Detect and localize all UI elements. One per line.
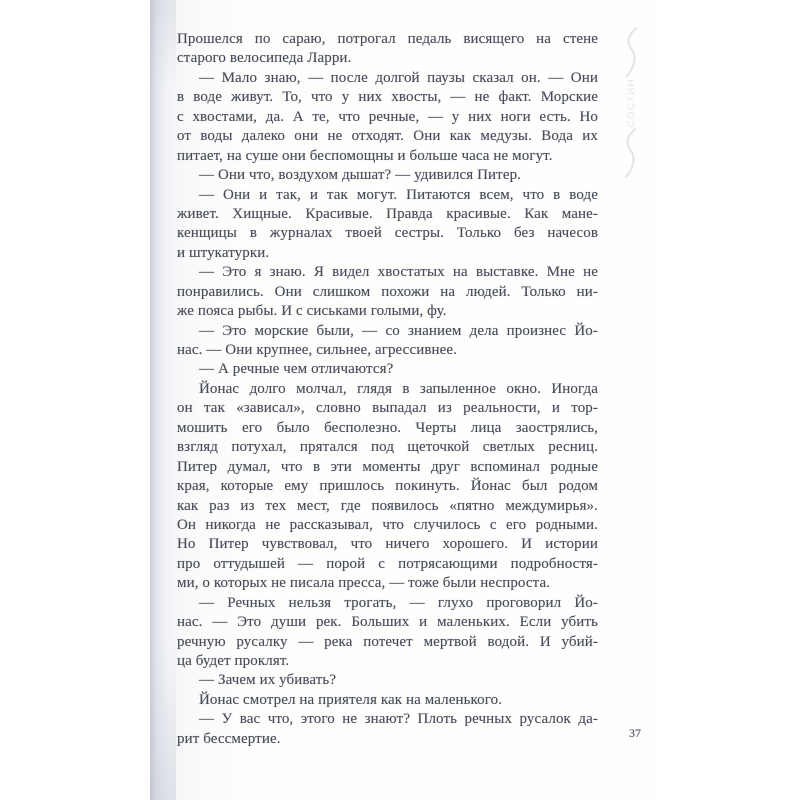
text-line: же пояса рыбы. И с сиськами голыми, фу. — [177, 303, 447, 320]
text-line: про оттудышей — порой с потрясающими подробностя- — [177, 555, 598, 572]
store-watermark — [618, 26, 644, 196]
page-number: 37 — [629, 726, 641, 740]
text-line: речную русалку — река потечет мертвой водой. И убий- — [177, 633, 598, 650]
text-line: кенщицы в журналах твоей сестры. Только без начесов — [177, 225, 598, 242]
text-line: питает, на суше они беспомощны и больше часа не могут. — [177, 147, 553, 164]
text-line: в воде живут. То, что у них хвосты, — не факт. Морские — [177, 89, 598, 106]
text-line: Питер думал, что в эти моменты друг вспоминал родные — [177, 458, 598, 475]
text-line: с хвостами, да. А те, что речные, — у них ноги есть. Но — [177, 108, 598, 125]
text-line: рит бессмертие. — [177, 730, 281, 747]
text-line: — Мало знаю, — после долгой паузы сказал он. — Они — [199, 69, 598, 86]
text-line: Он никогда не рассказывал, что случилось с его родными. — [177, 516, 598, 533]
text-line: он так «зависал», словно выпадал из реальности, и тор- — [177, 400, 598, 417]
text-line: старого велосипеда Ларри. — [177, 50, 352, 67]
watermark-text: СОСТИН — [625, 78, 637, 128]
text-line: ми, о которых не писала пресса, — тоже были неспроста. — [177, 575, 551, 592]
text-line: живет. Хищные. Красивые. Правда красивые. Как мане- — [177, 205, 598, 222]
text-line: взгляд потухал, прятался под щеточкой светлых ресниц. — [177, 439, 598, 456]
text-line: как раз из тех мест, где появилось «пятно междумирья». — [177, 497, 598, 514]
text-line: нас. — Это души рек. Больших и маленьких. Если убить — [177, 614, 598, 631]
text-line: и штукатурки. — [177, 244, 270, 261]
text-line: Йонас смотрел на приятеля как на маленького. — [199, 691, 503, 708]
text-line: — У вас что, этого не знают? Плоть речных русалок да- — [199, 711, 598, 728]
text-line: — Они что, воздухом дышат? — удивился Питер. — [199, 167, 522, 184]
text-line: Прошелся по сараю, потрогал педаль висящего на стене — [177, 31, 598, 47]
text-line: мошить его было бесполезно. Черты лица заострялись, — [177, 419, 598, 436]
text-line: ца будет проклят. — [177, 653, 290, 669]
text-line: — А речные чем отличаются? — [199, 361, 394, 378]
watermark-curve-bottom — [622, 127, 640, 179]
text-line: Йонас долго молчал, глядя в запыленное окно. Иногда — [199, 380, 598, 397]
text-line: — Речных нельзя трогать, — глухо проговорил Йо- — [199, 594, 598, 611]
text-line: — Зачем их убивать? — [199, 672, 337, 689]
text-line: края, которые ему пришлось покинуть. Йонас был родом — [177, 478, 598, 495]
text-line: понравились. Они слишком похожи на людей. Только ни- — [177, 283, 598, 300]
book-page — [150, 0, 800, 800]
text-line: — Это я знаю. Я видел хвостатых на выставке. Мне не — [199, 264, 598, 281]
text-line: от воды далеко они не отходят. Они как медузы. Вода их — [177, 128, 598, 145]
page-text — [177, 30, 598, 749]
text-line: нас. — Они крупнее, сильнее, агрессивнее. — [177, 342, 458, 358]
text-line: — Это морские были, — со знанием дела произнес Йо- — [199, 322, 598, 339]
watermark-curve-top — [622, 26, 640, 78]
text-line: — Они и так, и так могут. Питаются всем, что в воде — [199, 186, 598, 203]
text-line: Но Питер чувствовал, что ничего хорошего. И истории — [177, 536, 598, 553]
